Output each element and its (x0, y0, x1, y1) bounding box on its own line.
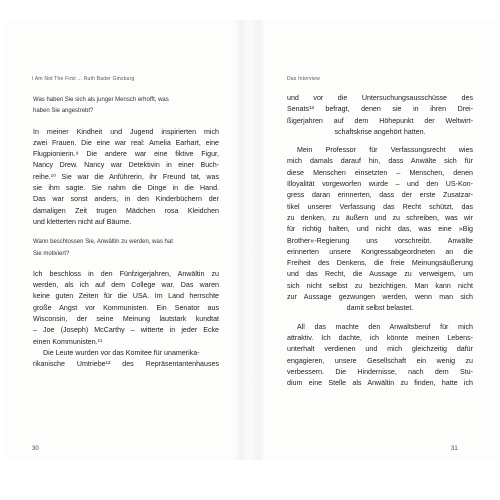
body-line: und das Recht, die Aussage zu verweigern, um (287, 270, 473, 279)
body-line: Senats¹³ befragt, denen sie in ihren Drei- (287, 105, 473, 114)
body-line: zur Aussage gezwungen werden, wenn man sich (287, 293, 473, 302)
answer-line: große Angst vor Kommunisten. Ein Senator aus (33, 303, 219, 312)
answer-line: sie ihm sagte. Sie nahm die Dinge in die Hand. (33, 184, 219, 193)
body-line: diese Menschen einsetzten – Menschen, denen (287, 168, 473, 177)
right-text-column (287, 93, 473, 389)
left-running-header: I Am Not The First ... Ruth Bader Ginsburg (32, 76, 135, 82)
body-line: verbessern. Die Hindernisse, nach dem Stu- (287, 367, 473, 376)
question-line: Was haben Sie sich als junger Mensch erhofft, was (33, 97, 169, 103)
answer-line: Die Leute wurden vor das Komitee für unamerika- (43, 348, 200, 357)
answer-line: – Joe (Joseph) McCarthy – witterte in jeder Ecke (33, 326, 219, 335)
answer-line: und kletterten nicht auf Bäume. (33, 217, 132, 226)
question-line: Sie motiviert? (33, 250, 70, 257)
right-page-number: 31 (451, 446, 458, 452)
body-line: dium eine Stelle als Anwältin zu finden, hatte ich (287, 379, 473, 388)
body-line: Illoyalität vorgeworfen wurde – und den US-Kon- (287, 180, 473, 189)
body-line: unterhalt verdienen und mich gleichzeitig dafür (287, 345, 473, 354)
body-line: und vor die Untersuchungsausschüsse des (287, 94, 473, 102)
answer-line: Flugpionierin.⁹ Die andere war eine fiktive Figur, (33, 150, 219, 159)
body-line: damit selbst belastet. (346, 304, 414, 313)
body-line: Mein Professor für Verfassungsrecht wies (297, 146, 473, 155)
body-line: schaftskrise angehört hatten. (334, 127, 426, 136)
answer-line: rikanische Umtriebe¹² des Repräsentantenhauses (33, 360, 219, 369)
answer-line: Ich beschloss in den Fünfzigerjahren, Anwältin zu (33, 269, 219, 278)
body-line: sich nicht selbst zu bezichtigen. Man kann nicht (287, 281, 473, 290)
body-line: Brother«-Regierung uns vorschreibt. Anwälte (287, 236, 473, 245)
answer-line: reihe.¹⁰ Sie war die Anführerin, ihr Freund tat, was (33, 172, 219, 181)
answer-line: In meiner Kindheit und Jugend inspirierten mich (33, 127, 219, 136)
body-line: engagieren, unsere Gesellschaft ein wenig zu (287, 356, 473, 365)
body-line: tikel unserer Verfassung das Recht schützt, das (287, 202, 473, 211)
body-line: zu denken, zu äußern und zu schreiben, was wir (287, 213, 473, 222)
answer-line: werden, als ich auf dem College war. Das waren (33, 281, 219, 290)
answer-line: Wisconsin, der seine Meinung lautstark kundtat (33, 315, 219, 324)
question-line: Wann beschlossen Sie, Anwältin zu werden, was hat (33, 239, 173, 246)
body-line: für richtig halten, und nicht das, was eine »Big (287, 225, 473, 234)
body-line: gress daran erinnerten, dass der erste Zusatzar- (287, 191, 473, 200)
body-line: Freiheit des Denkens, die freie Meinungsäußerung (287, 259, 473, 268)
body-line: ßigerjahren auf dem Höhepunkt der Weltwirt- (287, 116, 473, 125)
left-text-column (33, 95, 219, 371)
body-line: erinnerten unsere Kongressabgeordneten an die (287, 247, 473, 256)
answer-line: zwei Frauen. Die eine war real: Amelia Earhart, eine (33, 138, 219, 147)
answer-line: Nancy Drew. Nancy war Detektivin in einer Buch- (33, 161, 219, 170)
answer-line: keine guten Zeiten für die USA. Im Land herrschte (33, 292, 219, 301)
body-line: All das machte den Anwaltsberuf für mich (297, 322, 473, 331)
right-running-header: Das Interview (287, 76, 320, 82)
body-line: mich damals darauf hin, dass Anwälte sich für (287, 157, 473, 166)
answer-line: Das war sonst anders, in den Kinderbüchern der (33, 195, 219, 204)
book-spine (241, 20, 259, 460)
answer-line: damaligen Zeit trugen Mädchen rosa Kleidchen (33, 206, 219, 215)
body-line: attraktiv. Ich dachte, ich könnte meinen Lebens- (287, 333, 473, 342)
question-line: haben Sie angestrebt? (33, 108, 94, 115)
left-page-number: 30 (32, 446, 39, 452)
answer-line: einen Kommunisten.¹¹ (33, 337, 103, 346)
